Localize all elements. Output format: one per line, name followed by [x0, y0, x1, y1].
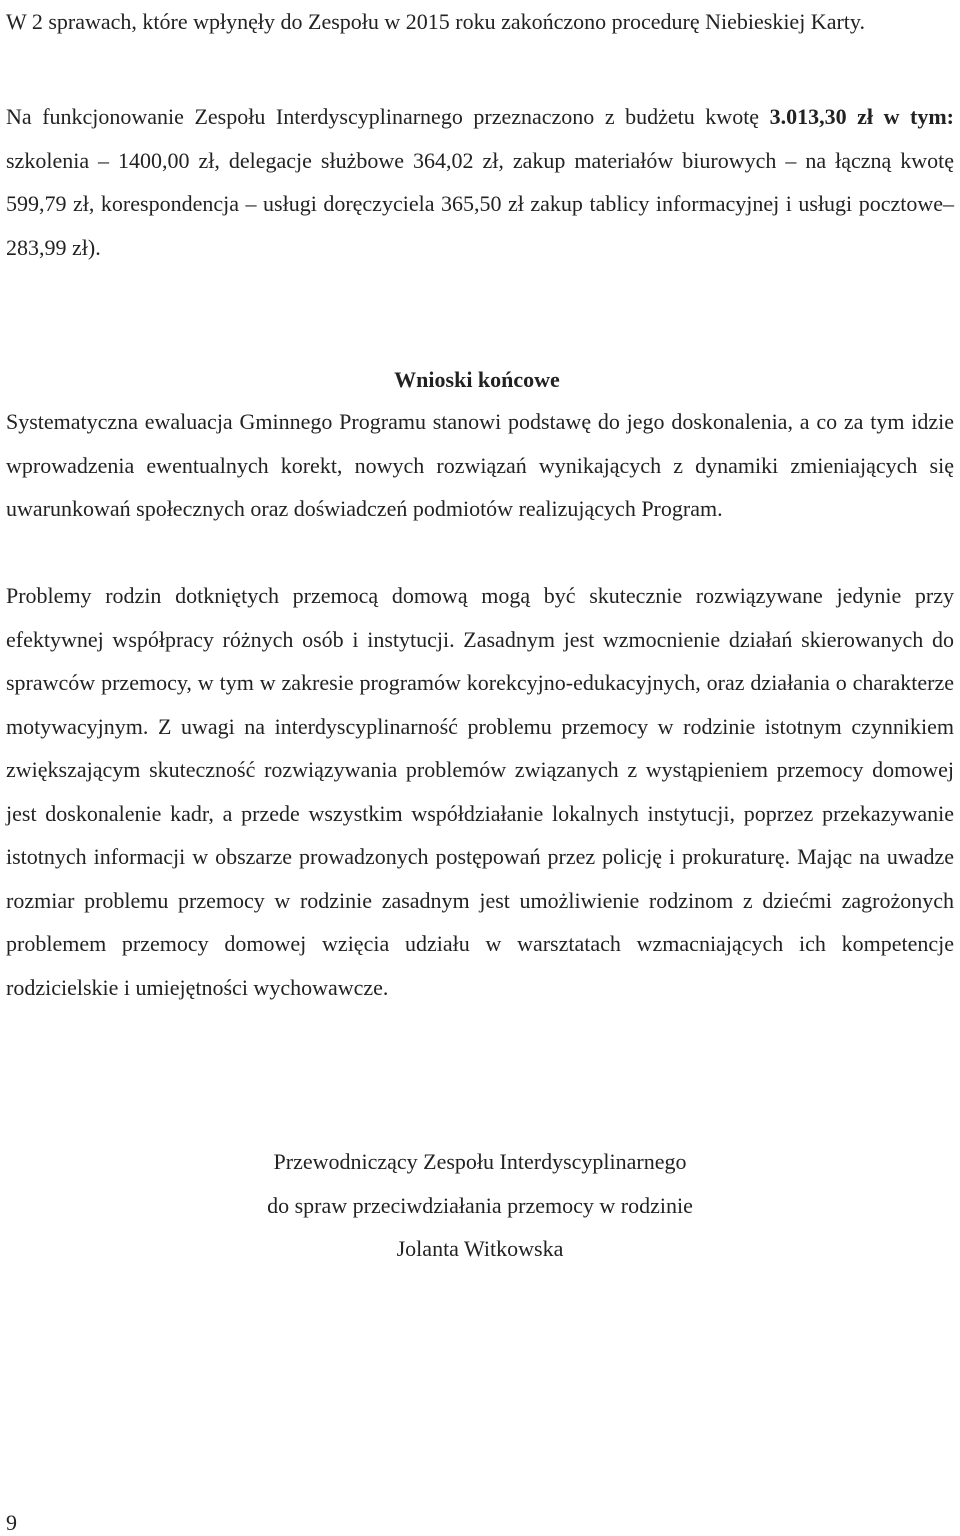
page-number: 9	[6, 1510, 17, 1535]
section-heading: Wnioski końcowe	[394, 367, 560, 392]
signature-title-line-2: do spraw przeciwdziałania przemocy w rodzinie	[267, 1192, 693, 1218]
budget-paragraph	[6, 95, 954, 269]
signature-name: Jolanta Witkowska	[396, 1236, 564, 1261]
budget-amount: 3.013,30 zł w tym:	[769, 104, 954, 129]
conclusions-paragraph-1: Systematyczna ewaluacja Gminnego Programu stanowi podstawę do jego doskonalenia, a co za tym idzie wprowadzenia ewentualnych korekt, nowych rozwiązań wynikających z dynamiki zmieniających się uwarunkowań społecznych oraz doświadczeń podmiotów realizujących Program.	[6, 409, 954, 521]
intro-paragraph: W 2 sprawach, które wpłynęły do Zespołu w 2015 roku zakończono procedurę Niebieskiej Karty.	[6, 9, 865, 34]
signature-block	[0, 1140, 960, 1271]
signature-title-line-1: Przewodniczący Zespołu Interdyscyplinarnego	[273, 1149, 687, 1174]
budget-text-before-amount: Na funkcjonowanie Zespołu Interdyscyplinarnego przeznaczono z budżetu kwotę	[6, 104, 770, 129]
budget-text-after-amount: szkolenia – 1400,00 zł, delegacje służbowe 364,02 zł, zakup materiałów biurowych – na łączną kwotę 599,79 zł, korespondencja – usługi doręczyciela 365,50 zł zakup tablicy informacyjnej i usługi pocztowe– 283,99 zł).	[6, 147, 954, 260]
conclusions-paragraph-2: Problemy rodzin dotkniętych przemocą domową mogą być skutecznie rozwiązywane jedynie przy efektywnej współpracy różnych osób i instytucji. Zasadnym jest wzmocnienie działań skierowanych do sprawców przemocy, w tym w zakresie programów korekcyjno-edukacyjnych, oraz działania o charakterze motywacyjnym. Z uwagi na interdyscyplinarność problemu przemocy w rodzinie istotnym czynnikiem zwiększającym skuteczność rozwiązywania problemów związanych z wystąpieniem przemocy domowej jest doskonalenie kadr, a przede wszystkim współdziałanie lokalnych instytucji, poprzez przekazywanie istotnych informacji w obszarze prowadzonych postępowań przez policję i prokuraturę. Mając na uwadze rozmiar problemu przemocy w rodzinie zasadnym jest umożliwienie rodzinom z dziećmi zagrożonych problemem przemocy domowej wzięcia udziału w warsztatach wzmacniających ich kompetencje rodzicielskie i umiejętności wychowawcze.	[6, 583, 954, 1000]
